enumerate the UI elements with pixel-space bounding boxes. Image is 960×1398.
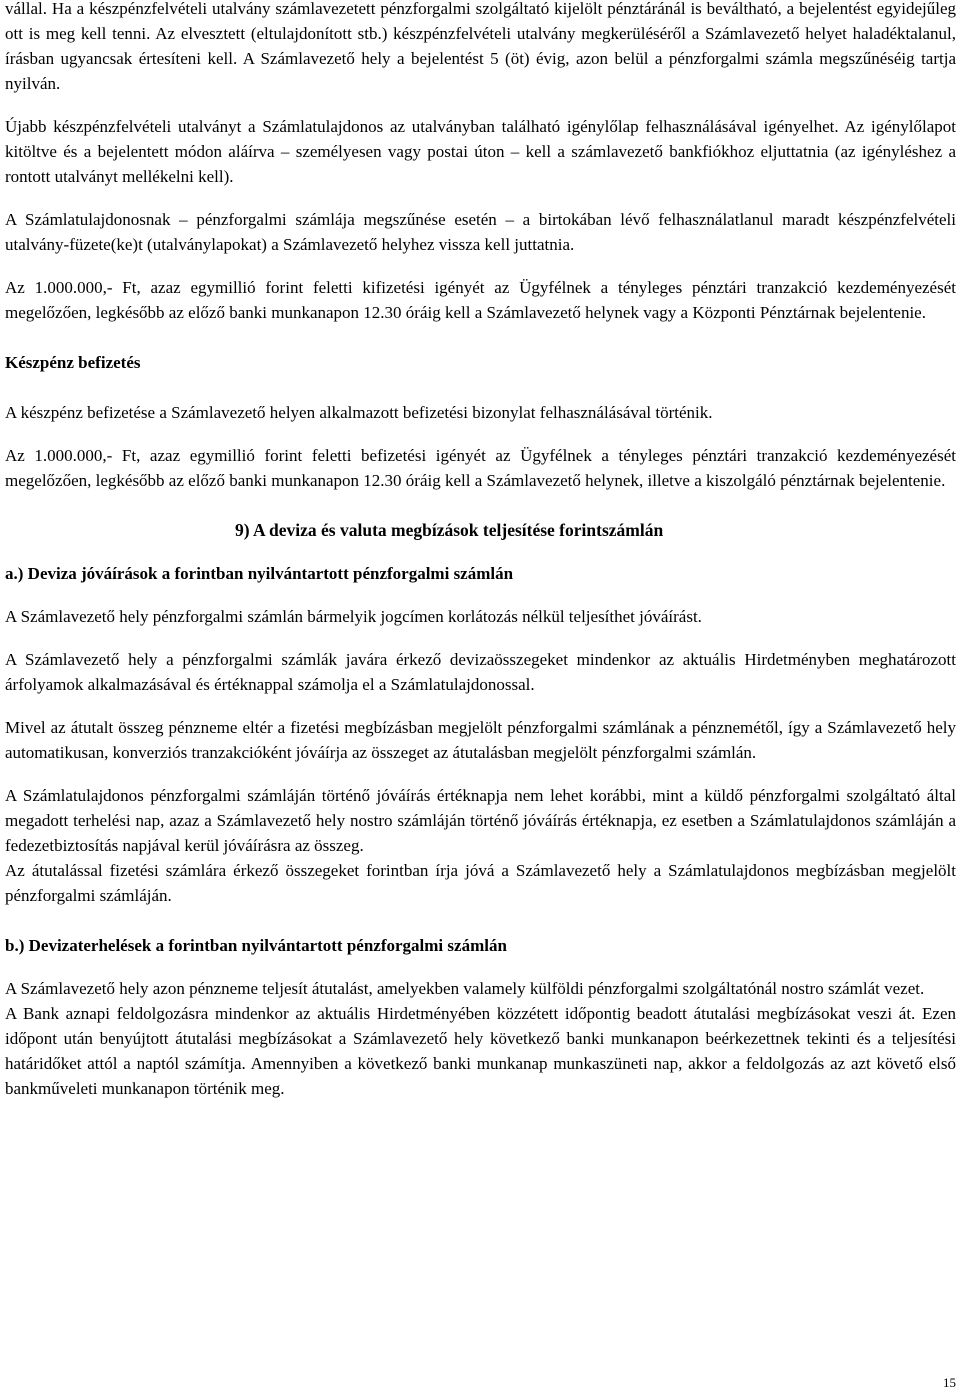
paragraph-fx-rates: A Számlavezető hely a pénzforgalmi számlák javára érkező devizaösszegeket mindenkor az aktuális Hirdetményben meghatározott árfolyamok alkalmazásával és értéknappal számolja el a Számlatulajdonossal. xyxy=(5,650,956,694)
page-number: 15 xyxy=(943,1375,956,1390)
document-page xyxy=(5,0,956,1101)
paragraph-deposit-form: A készpénz befizetése a Számlavezető helyen alkalmazott befizetési bizonylat felhasználásával történik. xyxy=(5,403,713,422)
paragraph-deposit-limit: Az 1.000.000,- Ft, azaz egymillió forint feletti befizetési igényét az Ügyfélnek a tényleges pénztári tranzakció kezdeményezését megelőzően, legkésőbb az előző banki munkanapon 12.30 óráig kell a Számlavezető helynek, illetve a kiszolgáló pénztárnak bejelentenie. xyxy=(5,446,956,490)
section-heading-9: 9) A deviza és valuta megbízások teljesítése forintszámlán xyxy=(235,520,664,540)
paragraph-huf-credit: Az átutalással fizetési számlára érkező összegeket forintban írja jóvá a Számlavezető hely a Számlatulajdonos megbízásban megjelölt pénzforgalmi számláján. xyxy=(5,861,956,905)
paragraph-credit-any: A Számlavezető hely pénzforgalmi számlán bármelyik jogcímen korlátozás nélkül teljesíthet jóváírást. xyxy=(5,607,702,626)
paragraph-cutoff: A Bank aznapi feldolgozásra mindenkor az aktuális Hirdetményében közzétett időpontig beadott átutalási megbízásokat veszi át. Ezen időpont után benyújtott átutalási megbízásokat a Számlavezető hely következő banki munkanapon beérkezettnek tekinti és a teljesítési határidőket attól a naptól számítja. Amennyiben a következő banki munkanap munkaszüneti nap, akkor a feldolgozás az azt követő első bankműveleti munkanapon történik meg. xyxy=(5,1004,956,1098)
paragraph-value-date: A Számlatulajdonos pénzforgalmi számláján történő jóváírás értéknapja nem lehet korábbi, mint a küldő pénzforgalmi szolgáltató által megadott terhelési nap, azaz a Számlavezető hely nostro számláján történő jóváírás értéknapja, ez esetben a Számlatulajdonos számláján a fedezetbiztosítás napjával kerül jóváírásra az összeg. xyxy=(5,786,956,855)
paragraph-nostro: A Számlavezető hely azon pénzneme teljesít átutalást, amelyekben valamely külföldi pénzforgalmi szolgáltatónál nostro számlát vezet. xyxy=(5,979,925,998)
paragraph-new-voucher: Újabb készpénzfelvételi utalványt a Számlatulajdonos az utalványban található igénylőlap felhasználásával igényelhet. Az igénylőlapot kitöltve és a bejelentett módon aláírva – személyesen vagy postai úton – kell a számlavezető bankfiókhoz eljuttatnia (az igényléshez a rontott utalványt mellékelni kell). xyxy=(5,117,956,186)
paragraph-conversion: Mivel az átutalt összeg pénzneme eltér a fizetési megbízásban megjelölt pénzforgalmi számlának a pénznemétől, így a Számlavezető hely automatikusan, konverziós tranzakcióként jóváírja az összeget az átutalásban megjelölt pénzforgalmi számlán. xyxy=(5,718,956,762)
section-heading-cash-deposit: Készpénz befizetés xyxy=(5,353,141,372)
paragraph-withdrawal-limit: Az 1.000.000,- Ft, azaz egymillió forint feletti kifizetési igényét az Ügyfélnek a tényleges pénztári tranzakció kezdeményezését megelőzően, legkésőbb az előző banki munkanapon 12.30 óráig kell a Számlavezető helynek vagy a Központi Pénztárnak bejelentenie. xyxy=(5,278,956,322)
subsection-heading-a: a.) Deviza jóváírások a forintban nyilvántartott pénzforgalmi számlán xyxy=(5,564,514,583)
paragraph-account-closure: A Számlatulajdonosnak – pénzforgalmi számlája megszűnése esetén – a birtokában lévő felhasználatlanul maradt készpénzfelvételi utalvány-füzete(ke)t (utalványlapokat) a Számlavezető helyhez vissza kell juttatnia. xyxy=(5,210,956,254)
subsection-heading-b: b.) Devizaterhelések a forintban nyilvántartott pénzforgalmi számlán xyxy=(5,936,507,955)
paragraph-lost-voucher: vállal. Ha a készpénzfelvételi utalvány számlavezetett pénzforgalmi szolgáltató kijelölt pénztáránál is beváltható, a bejelentést egyidejűleg ott is meg kell tenni. Az elvesztett (eltulajdonított stb.) készpénzfelvételi utalvány megkerüléséről a Számlavezető helyet haladéktalanul, írásban ugyancsak értesíteni kell. A Számlavezető hely a bejelentést 5 (öt) évig, azon belül a pénzforgalmi számla megszűnéséig tartja nyilván. xyxy=(5,0,956,93)
